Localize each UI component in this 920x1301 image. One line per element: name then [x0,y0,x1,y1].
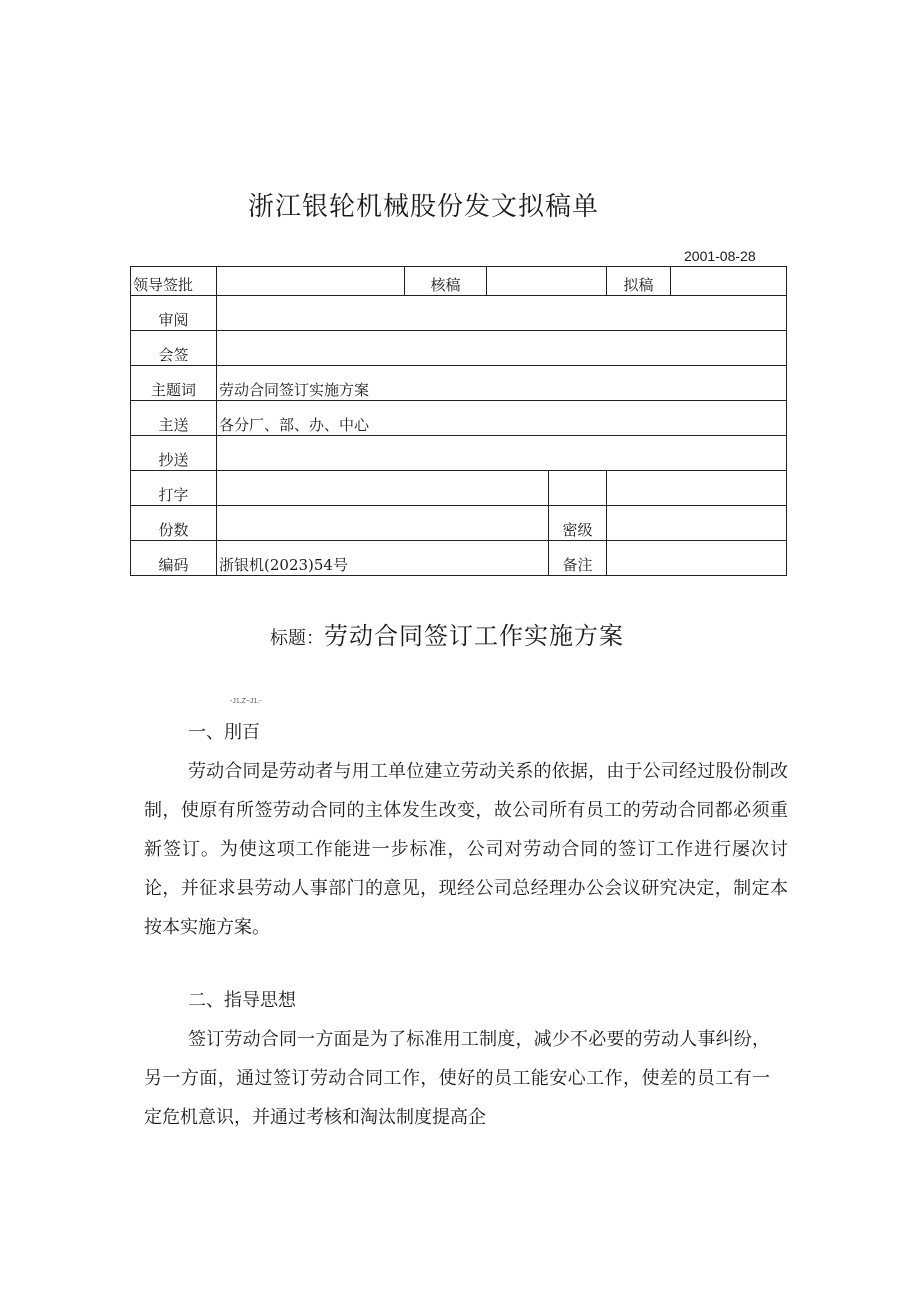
send-value: 各分厂、部、办、中心 [217,401,787,436]
draft-field[interactable] [671,267,787,296]
send-label: 主送 [131,401,217,436]
form-row-cosign [131,331,787,366]
section-heading: 二、指导思想 [188,990,296,1011]
cc-field[interactable] [217,436,787,471]
secret-level-field[interactable] [607,506,787,541]
check-field[interactable] [487,267,607,296]
review-label: 审阅 [131,296,217,331]
subject-prefix: 标题： [270,628,324,649]
copies-field[interactable] [217,506,549,541]
section-heading: 一、刖百 [188,722,260,743]
cosign-label: 会签 [131,331,217,366]
cc-label: 抄送 [131,436,217,471]
review-field[interactable] [217,296,787,331]
document-date: 2001-08-28 [684,248,756,264]
remark-field[interactable] [607,541,787,576]
form-row-leader [131,267,787,296]
form-row-code [131,541,787,576]
subject-line [270,616,624,651]
leader-approval-field[interactable] [217,267,405,296]
typing-field[interactable] [217,471,549,506]
typing-extra-field[interactable] [549,471,607,506]
remark-label: 备注 [549,541,607,576]
check-label: 核稿 [405,267,487,296]
form-row-review [131,296,787,331]
cosign-field[interactable] [217,331,787,366]
keyword-label: 主题词 [131,366,217,401]
document-title: 浙江银轮机械股份发文拟稿单 [248,192,600,222]
secret-level-label: 密级 [549,506,607,541]
form-row-copies [131,506,787,541]
code-value: 浙银机(2023)54号 [217,541,549,576]
small-mark: -J1.Z~J1.- [230,698,262,705]
dispatch-form-table [130,266,787,576]
typing-label: 打字 [131,471,217,506]
section-paragraph: 签订劳动合同一方面是为了标准用工制度，减少不必要的劳动人事纠纷，另一方面，通过签订劳动合同工作，使好的员工能安心工作，使差的员工有一定危机意识，并通过考核和淘汰制度提高企 [144,1029,770,1128]
keyword-value: 劳动合同签订实施方案 [217,366,787,401]
copies-label: 份数 [131,506,217,541]
code-label: 编码 [131,541,217,576]
leader-approval-label: 领导签批 [131,267,217,296]
draft-label: 拟稿 [607,267,671,296]
section-paragraph: 劳动合同是劳动者与用工单位建立劳动关系的依据，由于公司经过股份制改制，使原有所签劳动合同的主体发生改变，故公司所有员工的劳动合同都必须重新签订。为使这项工作能进一步标准，公司对劳动合同的签订工作进行屡次讨论，并征求县劳动人事部门的意见，现经公司总经理办公会议研究决定，制定本按本实施方案。 [144,761,788,938]
typing-extra-field-2[interactable] [607,471,787,506]
form-row-cc [131,436,787,471]
form-row-typing [131,471,787,506]
form-row-send [131,401,787,436]
form-row-keyword [131,366,787,401]
subject-title: 劳动合同签订工作实施方案 [324,622,624,650]
